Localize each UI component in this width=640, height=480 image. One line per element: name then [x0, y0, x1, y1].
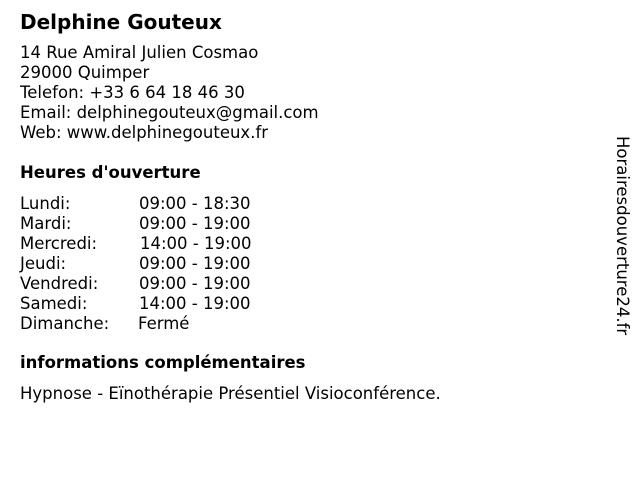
- contact-block: [20, 43, 319, 143]
- hours-heading: Heures d'ouverture: [20, 163, 201, 182]
- site-watermark-text: Horairesdouverture24.fr: [613, 136, 632, 336]
- day-label: Vendredi:: [20, 274, 99, 293]
- day-label: Mercredi:: [20, 234, 98, 253]
- day-label: Mardi:: [20, 214, 72, 233]
- time-value: 09:00 - 18:30: [139, 194, 251, 213]
- hours-row-vendredi: [20, 274, 320, 294]
- hours-row-jeudi: [20, 254, 320, 274]
- web-line: Web: www.delphinegouteux.fr: [20, 123, 269, 142]
- hours-row-mercredi: [20, 234, 320, 254]
- day-label: Lundi:: [20, 194, 71, 213]
- time-value: 09:00 - 19:00: [139, 254, 251, 273]
- time-value: 14:00 - 19:00: [139, 294, 251, 313]
- day-label: Dimanche:: [20, 314, 110, 333]
- info-text: Hypnose - Eïnothérapie Présentiel Visioconférence.: [20, 384, 441, 403]
- info-heading: informations complémentaires: [20, 353, 306, 372]
- email-line: Email: delphinegouteux@gmail.com: [20, 103, 319, 122]
- site-watermark: [612, 136, 636, 372]
- time-value: Fermé: [138, 314, 190, 333]
- time-value: 09:00 - 19:00: [139, 274, 251, 293]
- phone-line: Telefon: +33 6 64 18 46 30: [20, 83, 245, 102]
- hours-row-dimanche: [20, 314, 320, 334]
- time-value: 09:00 - 19:00: [139, 214, 251, 233]
- address-line-city: 29000 Quimper: [20, 63, 150, 82]
- day-label: Samedi:: [20, 294, 88, 313]
- hours-row-lundi: [20, 194, 320, 214]
- address-line-street: 14 Rue Amiral Julien Cosmao: [20, 43, 259, 62]
- hours-row-samedi: [20, 294, 320, 314]
- time-value: 14:00 - 19:00: [140, 234, 252, 253]
- business-name: Delphine Gouteux: [20, 10, 222, 34]
- day-label: Jeudi:: [20, 254, 67, 273]
- hours-table: [20, 194, 320, 334]
- hours-row-mardi: [20, 214, 320, 234]
